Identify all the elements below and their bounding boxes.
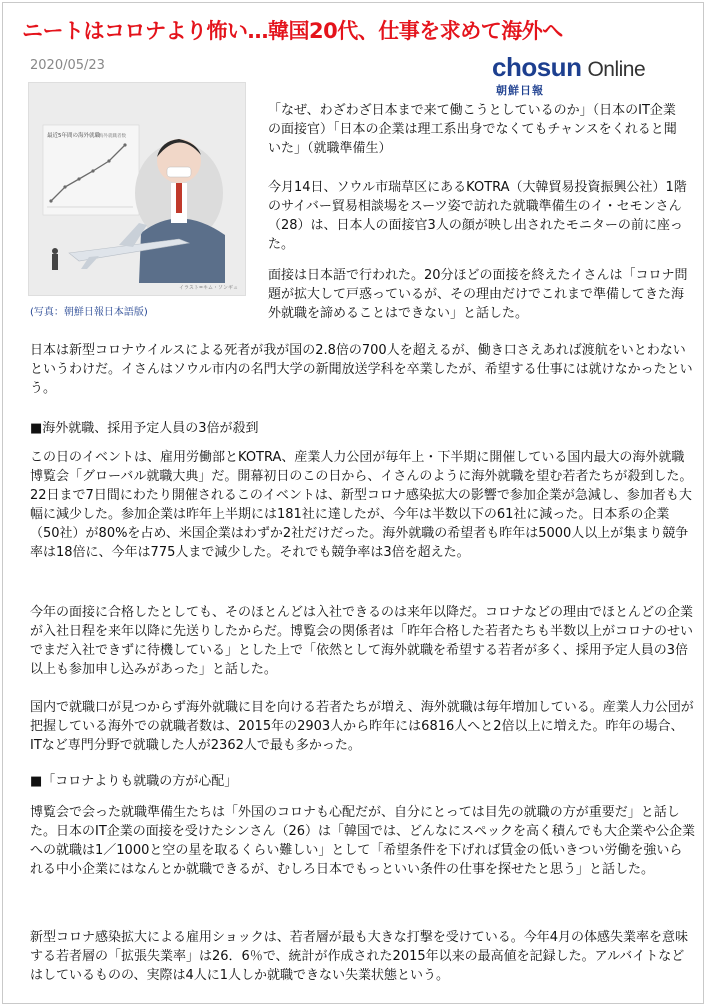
paragraph-5: この日のイベントは、雇用労働部とKOTRA、産業人力公団が毎年上・下半期に開催している国内最大の海外就職博覧会「グローバル就職大典」だ。開幕初日のこの日から、イさんのように海外就職を望む若者たちが殺到した。22日まで7日間にわたり開催されるこのイベントは、新型コロナ感染拡大の影響で参加企業が急減し、参加者も大幅に減少した。参加企業は昨年上半期には181社に達したが、今年は半数以下の61社に減った。日本系の企業（50社）が80%を占め、米国企業はわずか2社だけだった。海外就職の希望者も昨年は5000人以上が集まり競争率は18倍に、今年は775人まで減少した。それでも競争率は3倍を超えた。 <box>30 450 693 560</box>
photo-caption: (写真：朝鮮日報日本語版) <box>30 307 148 318</box>
logo-subtitle: 朝鮮日報 <box>496 84 544 97</box>
inset-label: 海外就職者数 <box>99 134 126 139</box>
headline: ニートはコロナより怖い…韓国20代、仕事を求めて海外へ <box>22 19 563 43</box>
paragraph-6: 今年の面接に合格したとしても、そのほとんどは入社できるのは来年以降だ。コロナなどの理由でほとんどの企業が入社日程を来年以降に先送りしたからだ。博覧会の関係者は「昨年合格した若者たちも半数以上がコロナのせいでまだ入社できずに待機している」とした上で「依然として海外就職を希望する若者が多く、採用予定人員の3倍以上も参加申し込みがあった」と話した。 <box>30 605 694 677</box>
paragraph-4: 日本は新型コロナウイルスによる死者が我が国の2.8倍の700人を超えるが、働き口さえあれば渡航をいとわないというわけだ。イさんはソウル市内の名門大学の新聞放送学科を卒業したが、希望する仕事には就けなかったという。 <box>30 343 693 396</box>
paragraph-3: 面接は日本語で行われた。20分ほどの面接を終えたイさんは「コロナ問題が拡大して戸惑っているが、その理由だけでこれまで準備してきた海外就職を諦めることはできない」と話した。 <box>268 268 688 321</box>
illustration-graphic <box>29 83 245 295</box>
publish-date: 2020/05/23 <box>30 58 105 73</box>
illustration-credit: イラスト=キム・ソンギュ <box>179 285 238 291</box>
subheading-2: ■「コロナよりも就職の方が心配」 <box>30 774 238 789</box>
paragraph-7: 国内で就職口が見つからず海外就職に目を向ける若者たちが増え、海外就職は毎年増加している。産業人力公団が把握している海外での就職者数は、2015年の2903人から昨年には6816人へと2倍以上に増えた。昨年の場合、ITなど専門分野で就職した人が2362人で最も多かった。 <box>30 700 694 753</box>
paragraph-8: 博覧会で会った就職準備生たちは「外国のコロナも心配だが、自分にとっては目先の就職の方が重要だ」と話した。日本のIT企業の面接を受けたシンさん（26）は「韓国では、どんなにスペックを高く積んでも大企業や公企業への就職は1／1000と空の星を取るくらい難しい」として「希望条件を下げれば賃金の低いきつい労働を強いられる中小企業にはなんとか就職できるが、むしろ日本でもっといい条件の仕事を探せたと思う」と話した。 <box>30 805 695 877</box>
logo-main-text: chosun <box>492 52 582 82</box>
paragraph-9: 新型コロナ感染拡大による雇用ショックは、若者層が最も大きな打撃を受けている。今年4月の体感失業率を意味する若者層の「拡張失業率」は26．6％で、統計が作成された2015年以来の最高値を記録した。アルバイトなどはしているものの、実際は4人に1人しか就職できない失業状態という。 <box>30 930 689 983</box>
logo-wordmark <box>492 52 645 85</box>
chosun-online-logo[interactable] <box>492 52 677 97</box>
paragraph-2: 今月14日、ソウル市瑞草区にあるKOTRA（大韓貿易投資振興公社）1階のサイバー貿易相談場をスーツ姿で訪れた就職準備生のイ・セモンさん（28）は、日本人の面接官3人の顔が映し出されたモニターの前に座った。 <box>268 180 687 252</box>
subheading-1: ■海外就職、採用予定人員の3倍が殺到 <box>30 421 259 436</box>
paragraph-1: 「なぜ、わざわざ日本まで来て働こうとしているのか」（日本のIT企業の面接官）「日本の企業は理工系出身でなくてもチャンスをくれると聞いた」（就職準備生） <box>268 103 677 156</box>
logo-online-text: Online <box>587 58 646 81</box>
article-illustration <box>28 82 246 296</box>
inset-title: 最近5年間の海外就職 <box>47 133 100 139</box>
